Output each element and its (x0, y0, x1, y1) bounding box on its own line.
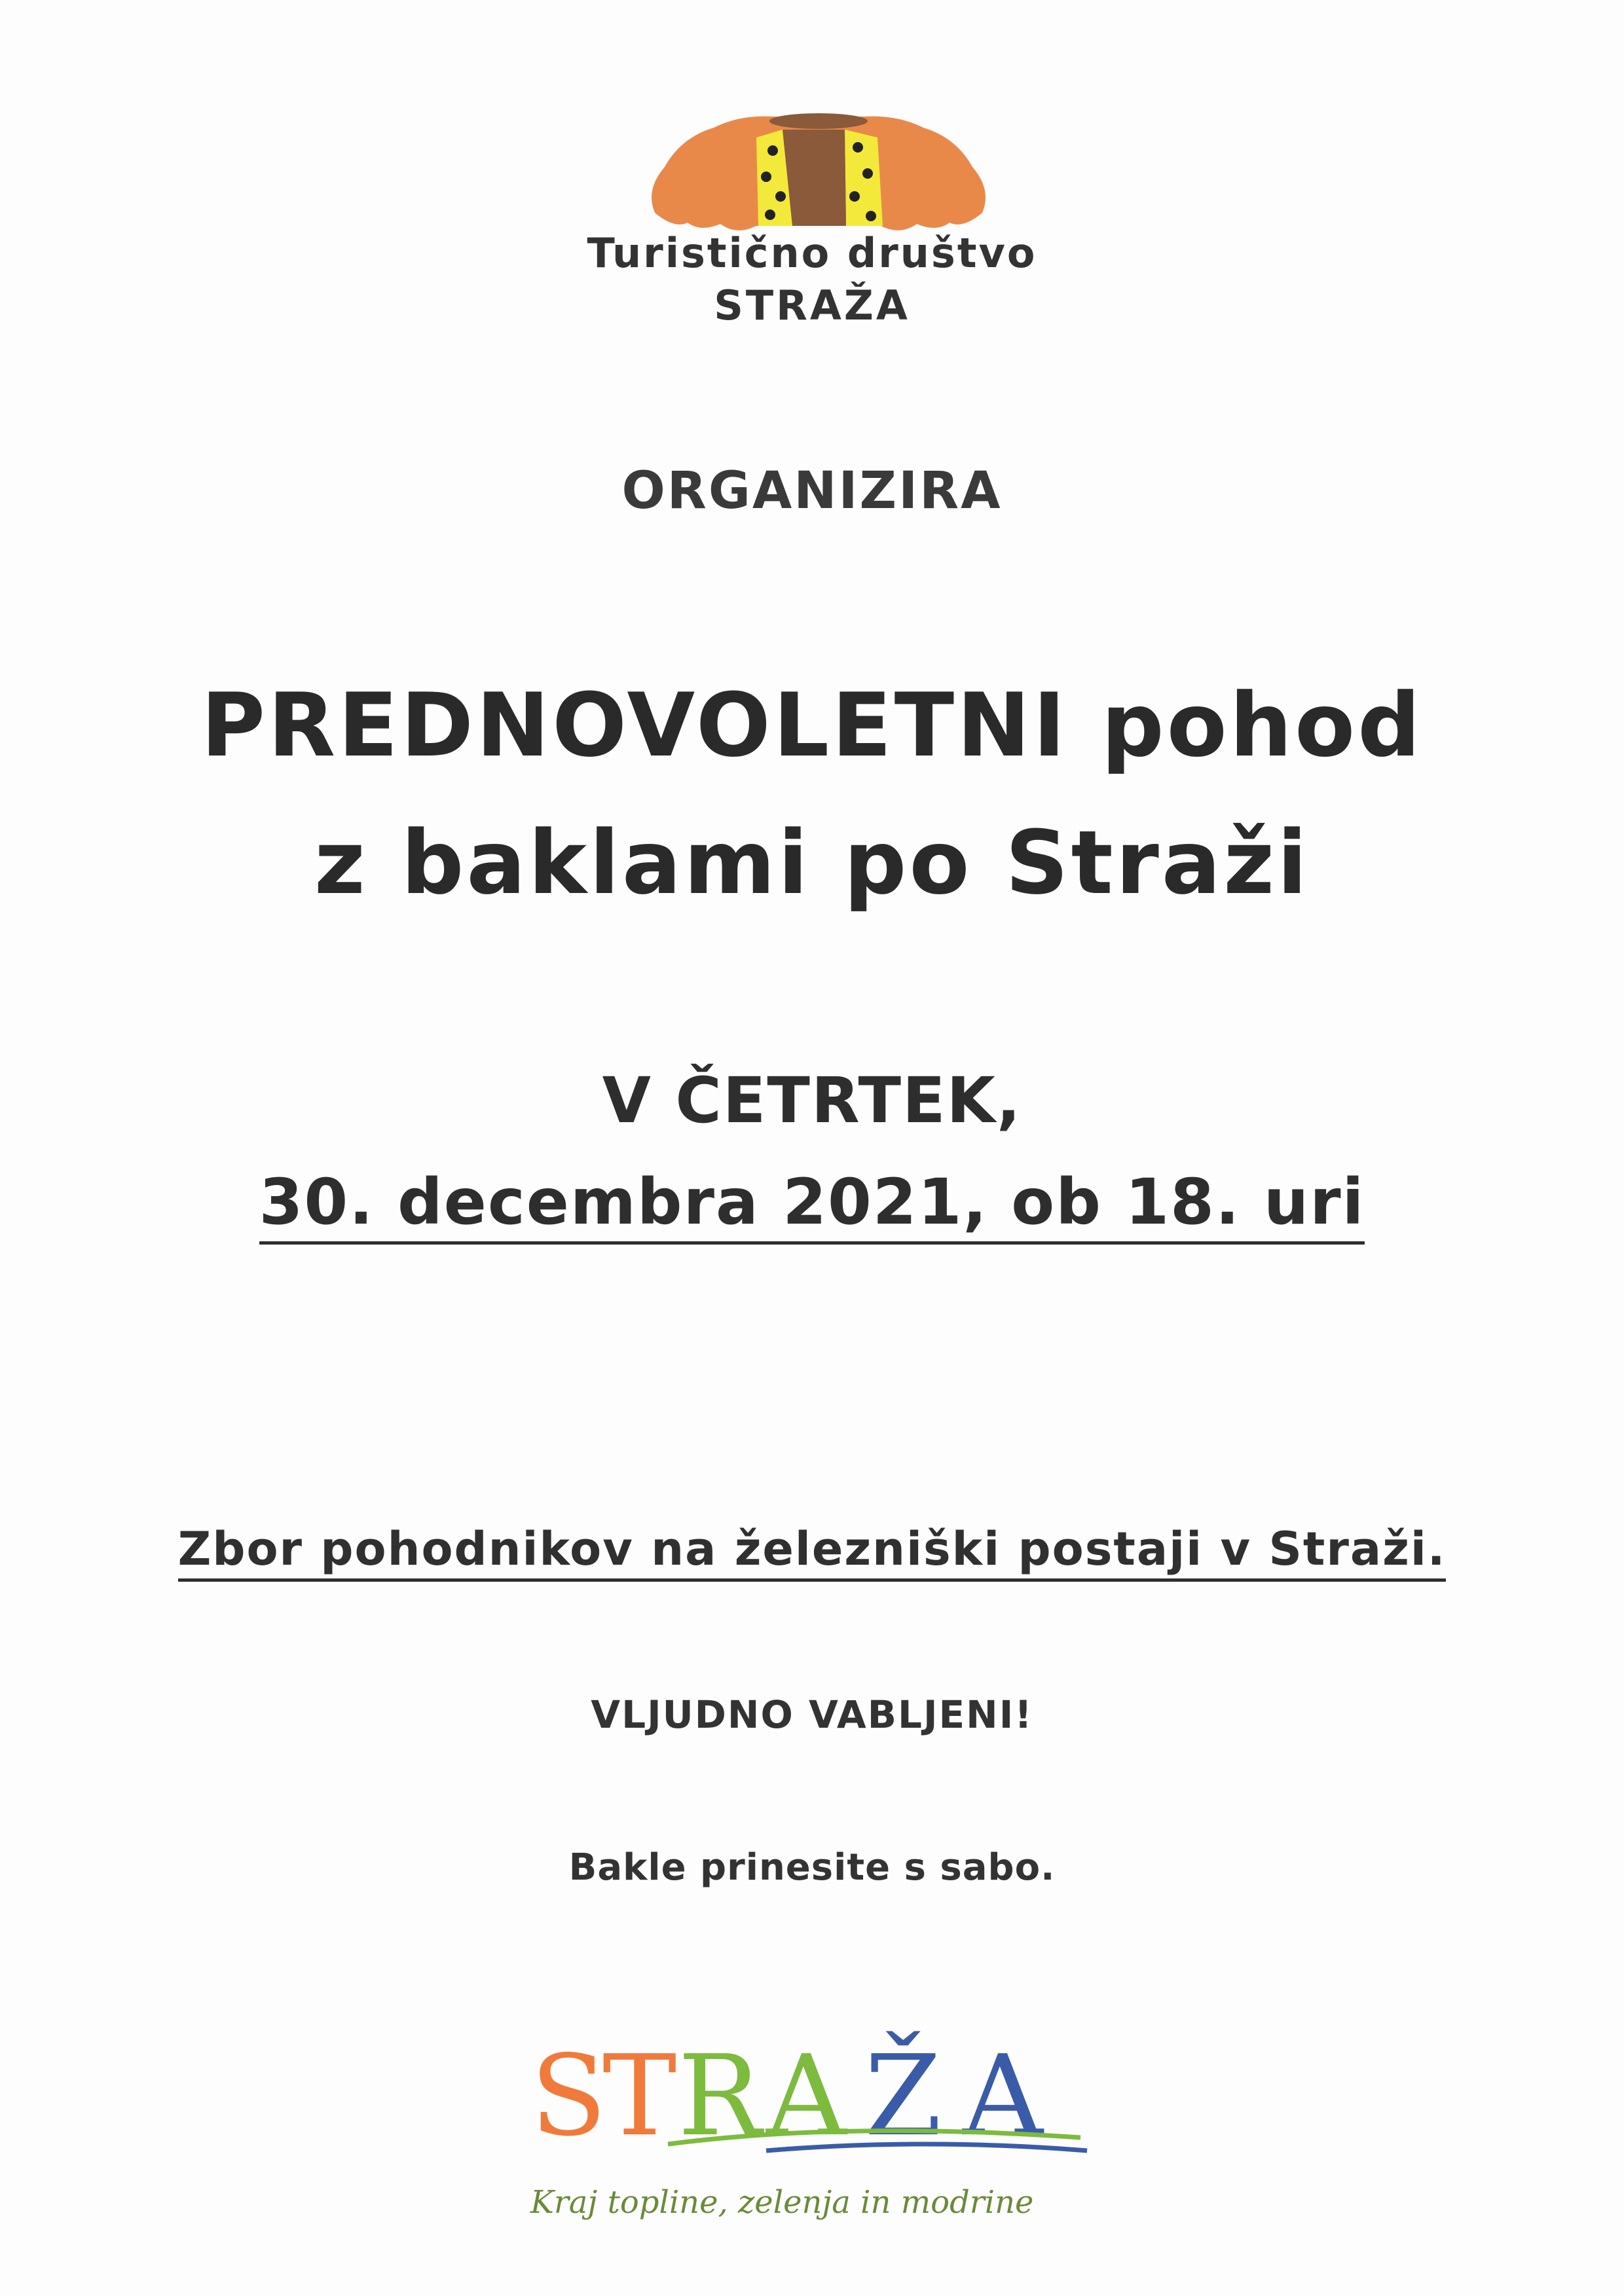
note-text: Bakle prinesite s sabo. (568, 1846, 1056, 1889)
logo-letter-s: S (530, 2032, 607, 2161)
event-title-line-2: z baklami po Straži (314, 812, 1310, 914)
event-date-time-text: 30. decembra 2021, ob 18. uri (259, 1165, 1365, 1245)
event-title-line-1: PREDNOVOLETNI pohod (200, 674, 1424, 776)
org-name-line-2: STRAŽA (714, 282, 910, 329)
org-name-line-1: Turistično društvo (587, 229, 1037, 277)
logo-letter-a: A (766, 2032, 847, 2161)
meeting-point (0, 1522, 1624, 1576)
invitation-text: VLJUDNO VABLJENI! (591, 1692, 1033, 1737)
logo-slogan: Kraj topline, zelenja in modrine (530, 2184, 1034, 2221)
logo-letter-a2: A (963, 2032, 1043, 2161)
logo-letter-r: R (678, 2032, 762, 2161)
cake-logo-icon (642, 98, 995, 242)
logo-letter-z: Ž (864, 2032, 942, 2161)
event-day: V ČETRTEK, (602, 1064, 1022, 1137)
meeting-point-text: Zbor pohodnikov na železniški postaji v Straži. (178, 1522, 1447, 1582)
event-date-time (0, 1165, 1624, 1239)
logo-letter-t: T (602, 2032, 677, 2161)
straza-logo-icon (517, 2016, 1107, 2226)
organizes-heading: ORGANIZIRA (621, 462, 1003, 520)
